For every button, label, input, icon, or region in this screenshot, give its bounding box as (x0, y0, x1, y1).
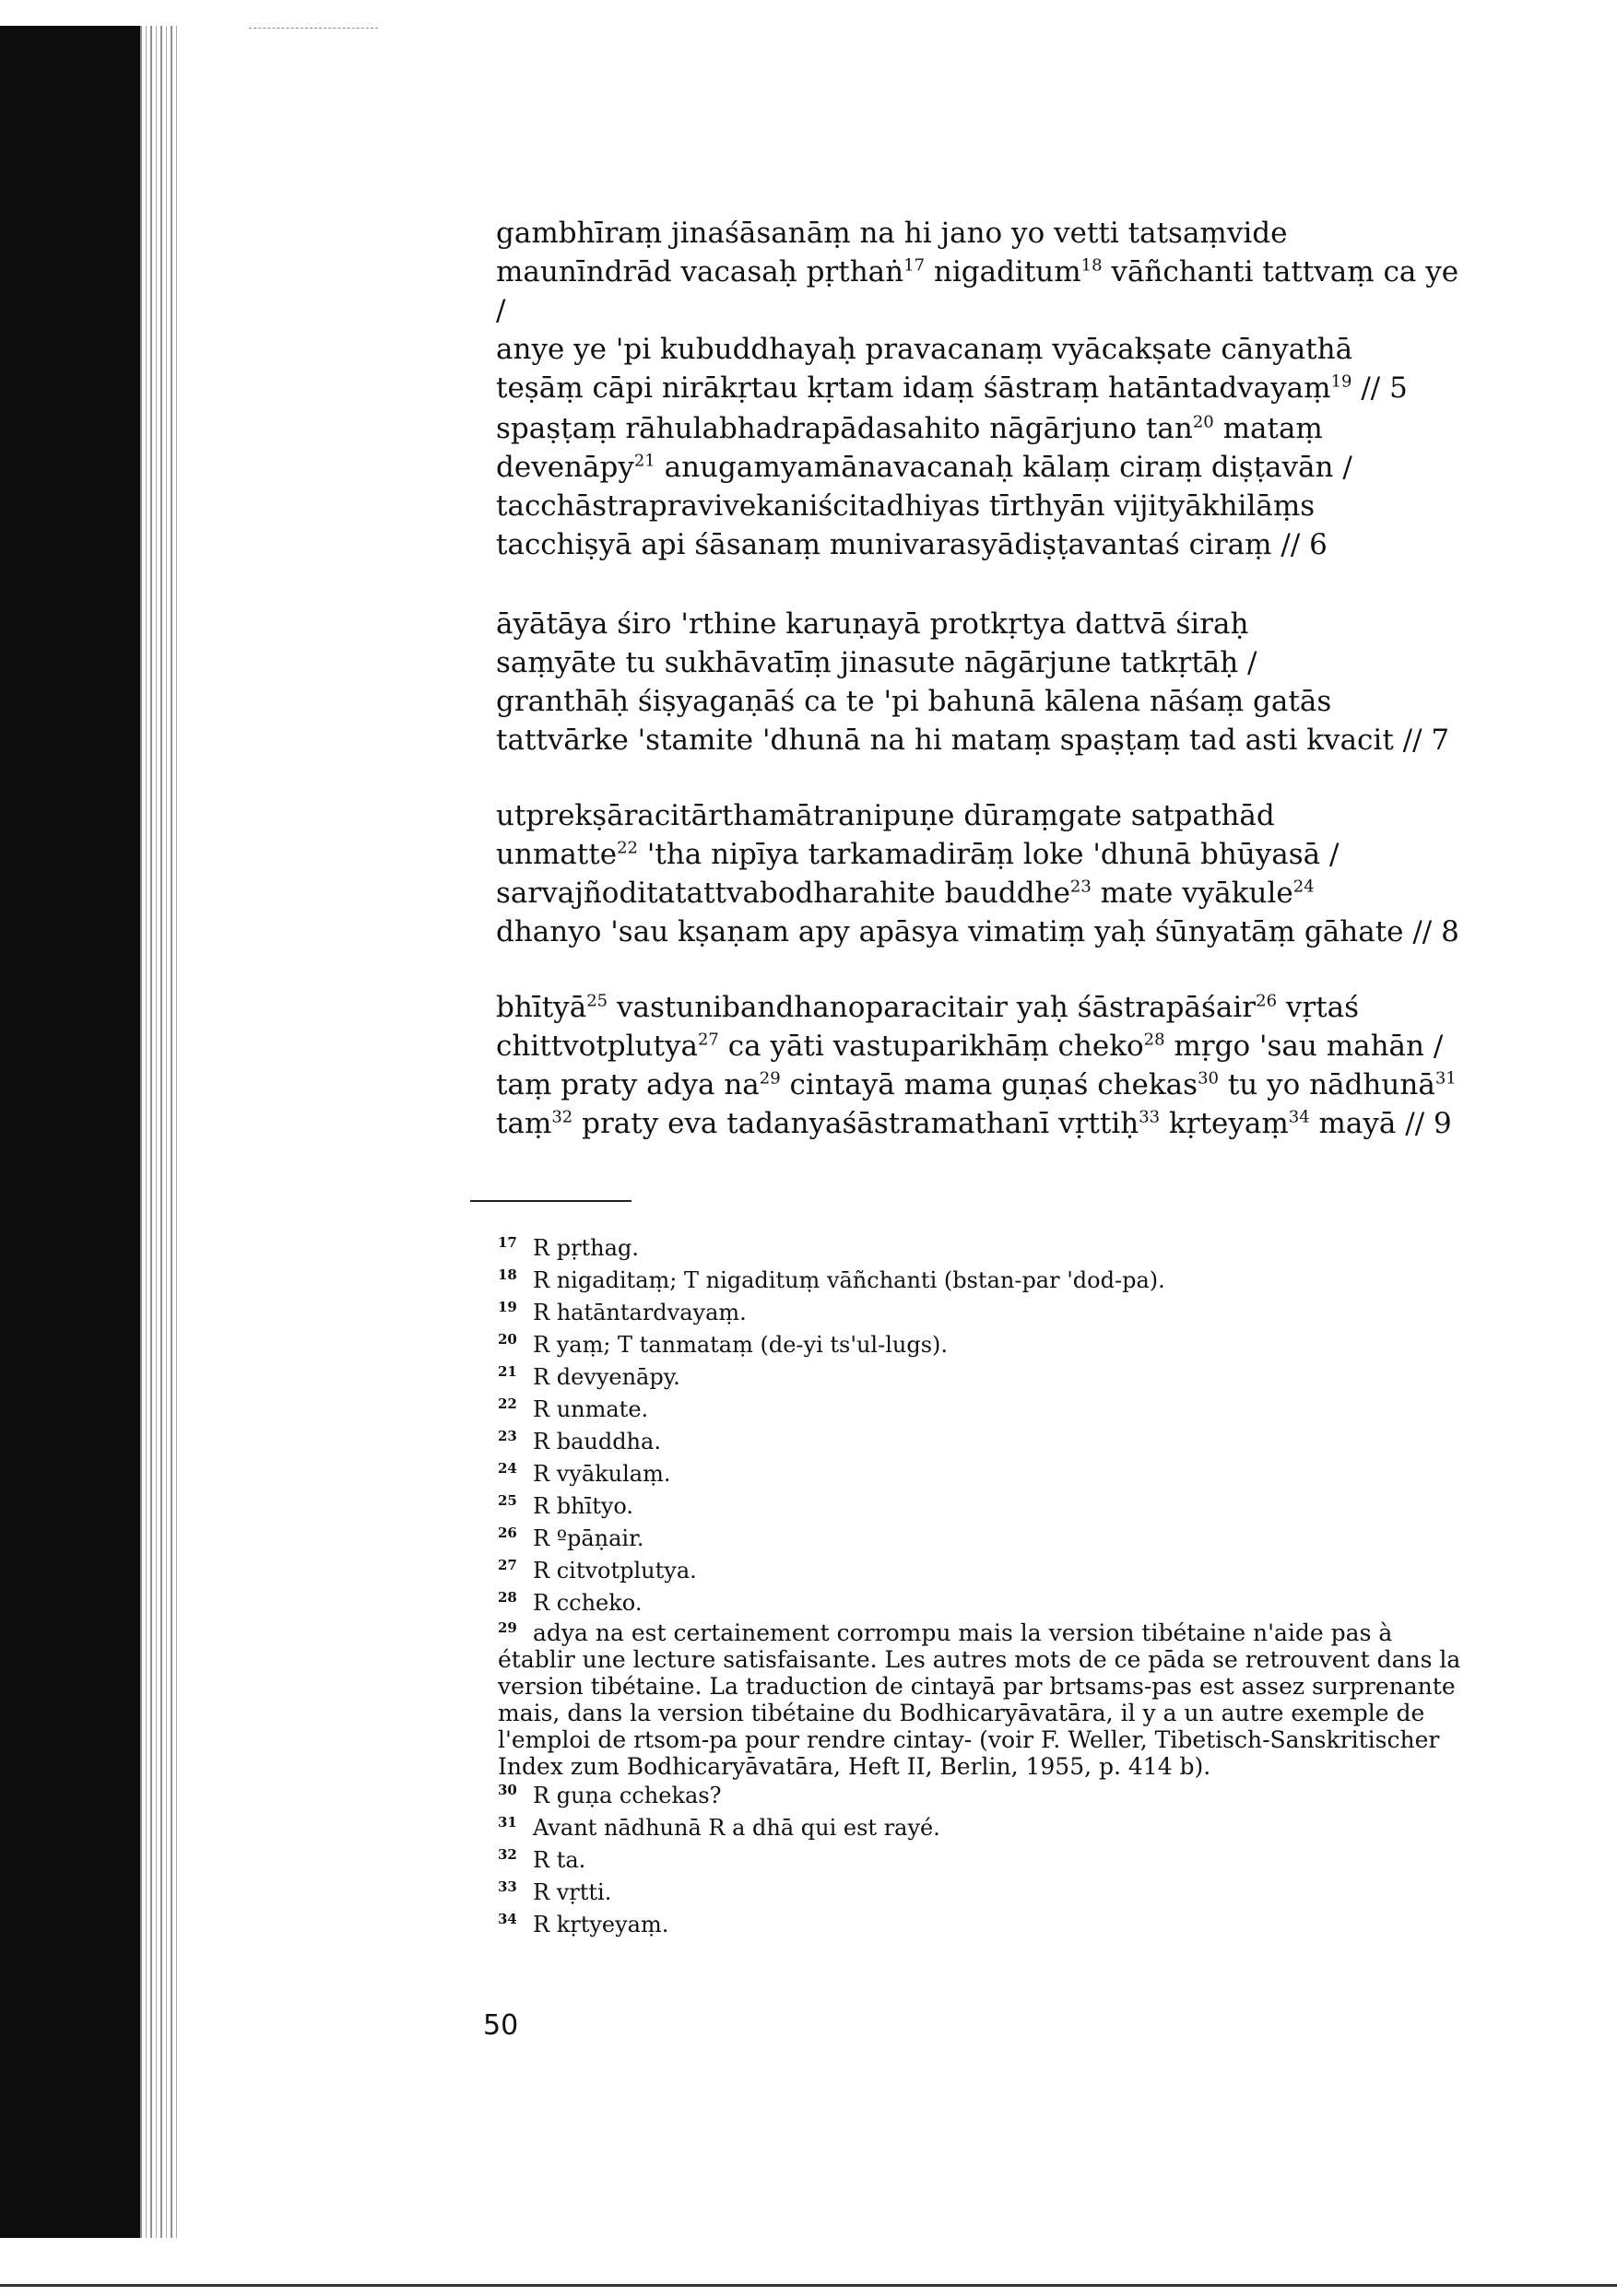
verse-line: granthāḥ śiṣyagaṇāś ca te 'pi bahunā kālena nāśaṃ gatās (496, 685, 1332, 718)
footnote: 25 R bhītyo. (498, 1492, 634, 1519)
stanza-9 (496, 988, 1464, 1143)
verse-line: āyātāya śiro 'rthine karuṇayā protkṛtya dattvā śiraḥ (496, 607, 1249, 641)
verse-line: devenāpy$^{21}$ anugamyamānavacanaḥ kālaṃ ciraṃ diṣṭavān / (496, 451, 1352, 484)
footnote: 31 Avant nādhunā R a dhā qui est rayé. (498, 1814, 940, 1841)
verse-line: dhanyo 'sau kṣaṇam apy apāsya vimatiṃ yaḥ śūnyatāṃ gāhate // 8 (496, 915, 1459, 948)
footnote: 32 R ta. (498, 1846, 586, 1873)
stanza-6 (496, 409, 1464, 564)
footnote: 30 R guṇa cchekas? (498, 1782, 722, 1808)
page-number: 50 (483, 2009, 519, 2042)
stanza-8 (496, 796, 1464, 951)
verse-line: tacchiṣyā api śāsanaṃ munivarasyādiṣṭavantaś ciraṃ // 6 (496, 528, 1328, 561)
verse-line: bhītyā$^{25}$ vastunibandhanoparacitair yaḥ śāstrapāśair$^{26}$ vṛtaś (496, 991, 1360, 1024)
footnote: 20 R yaṃ; T tanmataṃ (de-yi ts'ul-lugs). (498, 1331, 948, 1358)
footnote: 26 R ºpāṇair. (498, 1525, 644, 1551)
footnote: 28 R ccheko. (498, 1589, 643, 1616)
footnote: 24 R vyākulaṃ. (498, 1460, 671, 1487)
verse-line: utprekṣāracitārthamātranipuṇe dūraṃgate satpathād (496, 799, 1275, 832)
footnote: 29 adya na est certainement corrompu mais la version tibétaine n'aide pas à établir une lecture satisfaisante. Les autres mots de ce pāda se retrouvent dans la version tibétaine. La traduction de cintayā par brtsams-pas est assez surprenante mais, dans la version tibétaine du Bodhicaryāvatāra, il y a un autre exemple de l'emploi de rtsom-pa pour rendre cintay- (voir F. Weller, Tibetisch-Sanskritischer Index zum Bodhicaryāvatāra, Heft II, Berlin, 1955, p. 414 b). (498, 1619, 1461, 1780)
footnote: 34 R kṛtyeyaṃ. (498, 1911, 669, 1937)
verse-line: anye ye 'pi kubuddhayaḥ pravacanaṃ vyācakṣate cānyathā (496, 333, 1353, 366)
verse-line: taṃ$^{32}$ praty eva tadanyaśāstramathanī vṛttiḥ$^{33}$ kṛteyaṃ$^{34}$ mayā // 9 (496, 1107, 1452, 1140)
footnote: 22 R unmate. (498, 1395, 649, 1422)
verse-line: chittvotplutya$^{27}$ ca yāti vastuparikhāṃ cheko$^{28}$ mṛgo 'sau mahān / (496, 1030, 1444, 1063)
footnote: 27 R citvotplutya. (498, 1557, 697, 1584)
footnote-divider (470, 1200, 631, 1202)
verse-line: spaṣṭaṃ rāhulabhadrapādasahito nāgārjuno $\tan^{20}$ mataṃ (496, 412, 1323, 445)
footnote: 19 R hatāntardvayaṃ. (498, 1299, 747, 1325)
verse-line: saṃyāte tu sukhāvatīṃ jinasute nāgārjune tatkṛtāḥ / (496, 646, 1257, 679)
stanza-5 (496, 214, 1464, 407)
verse-line: teṣāṃ cāpi nirākṛtau kṛtam idaṃ śāstraṃ hatāntadvayaṃ$^{19}$ // 5 (496, 371, 1408, 405)
verse-line: gambhīraṃ jinaśāsanāṃ na hi jano yo vetti tatsaṃvide (496, 217, 1288, 250)
stanza-7 (496, 605, 1464, 759)
verse-line: unmatte$^{22}$ 'tha nipīya tarkamadirāṃ loke 'dhunā bhūyasā / (496, 838, 1340, 871)
verse-line: tattvārke 'stamite 'dhunā na hi mataṃ spaṣṭaṃ tad asti kvacit // 7 (496, 724, 1450, 757)
footnotes (498, 1232, 1466, 1941)
footnote: 33 R vṛtti. (498, 1878, 612, 1905)
scan-bottom-edge (0, 2284, 1617, 2287)
scan-mark (249, 28, 378, 29)
footnote: 23 R bauddha. (498, 1428, 661, 1454)
verse-line: maunīndrād vacasaḥ pṛthaṅ$^{17}$ nigaditum$^{18}$ vāñchanti tattvaṃ ca ye / (496, 255, 1459, 327)
verse-line: sarvajñoditatattvabodharahite bauddhe$^{23}$ mate vyākule$^{24}$ (496, 877, 1315, 910)
footnote: 17 R pṛthag. (498, 1234, 639, 1261)
scan-edge-shadow (0, 26, 140, 2238)
footnote: 21 R devyenāpy. (498, 1363, 680, 1390)
verse-line: taṃ praty adya $na^{29}$ cintayā mama guṇaś chekas$^{30}$ tu yo nādhunā$^{31}$ (496, 1068, 1457, 1101)
footnote: 18 R nigaditaṃ; T nigadituṃ vāñchanti (bstan-par 'dod-pa). (498, 1266, 1165, 1293)
verse-line: tacchāstrapravivekaniścitadhiyas tīrthyān vijityākhilāṃs (496, 489, 1316, 523)
